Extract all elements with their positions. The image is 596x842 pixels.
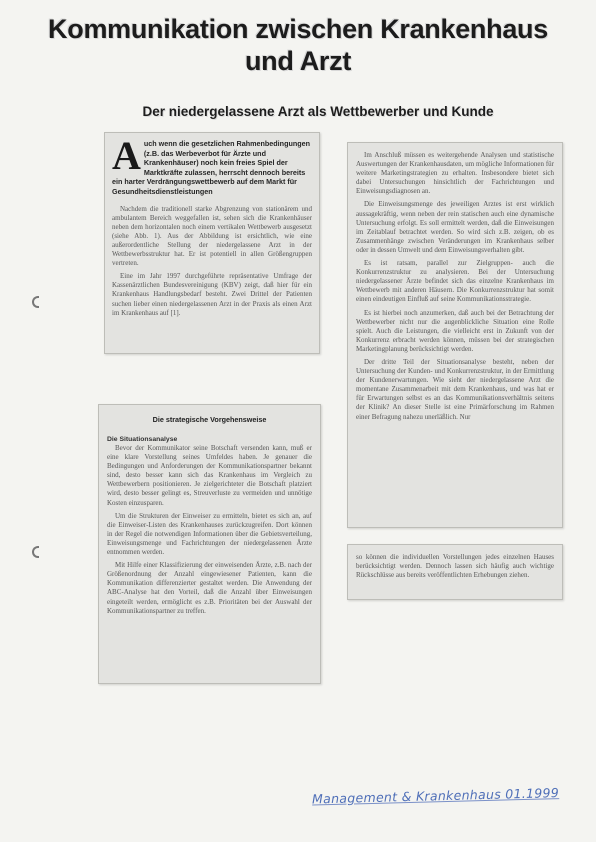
- strategy-paragraph: Mit Hilfe einer Klassifizierung der einweisenden Ärzte, z.B. nach der Größenordnung der Anzahl eingewiesener Patienten, kann die Kommunikation differenzierter gestaltet werden. Die Anwendung der ABC-Analyse hat den Vorteil, daß die Anzahl über Einweisungen eingeteilt werden, ermöglicht es z.B. Prioritäten bei der Auswahl der Kommunikationspartner zu treffen.: [107, 561, 312, 615]
- right-paragraph: Es ist hierbei noch anzumerken, daß auch bei der Betrachtung der Wettbewerber nicht nur die augenblickliche Situation eine Rolle spielt. Auch die Leistungen, die vielleicht erst in Zukunft von der Konkurrenz erbracht werden können, müssen bei der strategischen Marketingplanung berücksichtigt werden.: [356, 308, 554, 353]
- intro-paragraph: Nachdem die traditionell starke Abgrenzung von stationärem und ambulantem Bereich weggefallen ist, sehen sich die Krankenhäuser neben dem horizontalen noch einem vertikalen Wettbewerb ausgesetzt (siehe Abb. 1). Aus der Abbildung ist ersichtlich, wie eine außerordentliche Stellung der niedergelassene Arzt in der Wettbewerbsstruktur hat. Er ist potentiell in allen Größengruppen vertreten.: [112, 204, 312, 268]
- right-paragraph: Im Anschluß müssen es weitergehende Analysen und statistische Auswertungen der Krankenhausdaten, um mögliche Informationen für weitere Marketingstrategien zu erhalten. Insbesondere bietet sich dabei Untersuchungen hinsichtlich der Fachrichtungen und Einweisungsdiagnosen an.: [356, 151, 554, 196]
- right-paragraph: Es ist ratsam, parallel zur Zielgruppen- auch die Konkurrenzstruktur zu analysieren. Bei der Untersuchung niedergelassener Ärzte befindet sich das einzelne Krankenhaus im Wettbewerb mit anderen Häusern. Die Konkurrenzstruktur hat somit einen eindeutigen Einfluß auf seine Kommunikationsstrategie.: [356, 259, 554, 304]
- lead-text: uch wenn die gesetzlichen Rahmenbedingungen (z.B. das Werbeverbot für Ärzte und Krankenhäuser) noch kein freies Spiel der Marktkräfte zulassen, herrscht dennoch bereits ein harter Verdrängungswettbewerb auf dem Markt für Gesundheitsdienstleistungen: [112, 139, 311, 196]
- lead-paragraph: [112, 133, 312, 197]
- strategy-body: [107, 444, 312, 616]
- punch-hole-mark-bottom: [32, 546, 39, 558]
- strategy-paragraph: Um die Strukturen der Einweiser zu ermitteln, bietet es sich an, auf die Einweiser-Listen des Krankenhauses zurückzugreifen. Dort können in der Regel die notwendigen Informationen über die Gebietsverteilung, Einweisungsmenge und Fachrichtungen der niedergelassenen Ärzte entnommen werden.: [107, 511, 312, 557]
- continuation-clipping: [347, 544, 563, 600]
- article-title: [30, 14, 566, 78]
- section-heading: Die strategische Vorgehensweise: [152, 415, 267, 424]
- right-column-clipping: [347, 142, 563, 528]
- strategy-paragraph: Bevor der Kommunikator seine Botschaft versenden kann, muß er eine klare Vorstellung seines Umfeldes haben. Je genauer die Bedingungen und Anforderungen der Kommunikationspartner bekannt sind, desto besser kann sich das Krankenhaus im Vergleich zu Wettbewerbern positionieren. Je zielgerichteter die Botschaft platziert wird, desto besser gelingt es, Streuverluste zu vermeiden und unnötige Kosten einzusparen.: [107, 444, 312, 507]
- title-line-2: und Arzt: [244, 45, 352, 76]
- continuation-paragraph: so können die individuellen Vorstellungen jedes einzelnen Hauses berücksichtigt werden. Dennoch lassen sich häufig auch wichtige Rückschlüsse aus bereits veröffentlichten Erhebungen ziehen.: [356, 553, 554, 580]
- right-column-body: [356, 151, 554, 422]
- right-paragraph: Der dritte Teil der Situationsanalyse besteht, neben der Untersuchung der Kunden- und Konkurrenzstruktur, in der Ermittlung der Kundenerwartungen. Wie sieht der niedergelassene Arzt die momentane Zusammenarbeit mit dem Krankenhaus, und was hat er für Erwartungen selbst es an das Kommunikationsverhältnis seitens der Klinik? An dieser Stelle ist eine Primärforschung im Rahmen einer Befragung nahezu unerläßlich. Nur: [356, 357, 554, 421]
- handwritten-source-note: Management & Krankenhaus 01.1999: [311, 785, 560, 807]
- section-subheading: Die Situationsanalyse: [107, 436, 178, 443]
- intro-paragraph: Eine im Jahr 1997 durchgeführte repräsentative Umfrage der Kassenärztlichen Bundesvereinigung (KBV) zeigt, daß hier für ein Krankenhaus Handlungsbedarf besteht. Zwei Drittel der Patienten suchen lieber einen niedergelassenen Arzt in der Praxis als einen Arzt im Krankenhaus auf [1].: [112, 272, 312, 317]
- intro-body: [112, 205, 312, 318]
- drop-cap: A: [112, 133, 141, 178]
- article-subtitle: Der niedergelassene Arzt als Wettbewerber und Kunde: [142, 104, 494, 119]
- strategy-clipping: [98, 404, 321, 684]
- title-line-1: Kommunikation zwischen Krankenhaus: [48, 14, 548, 44]
- right-paragraph: Die Einweisungsmenge des jeweiligen Arztes ist erst wirklich aussagekräftig, wenn neben der rein statischen auch eine dynamische Untersuchung erfolgt. Es soll ermittelt werden, daß die Einweisungen im Zeitablauf betrachtet werden. So wird sich z.B. zeigen, ob es Zusammenhänge zwischen Veränderungen im Krankenhaus selber oder in dessen Umwelt und dem Einweisungsverhalten gibt.: [356, 200, 554, 254]
- intro-clipping: [104, 132, 320, 354]
- punch-hole-mark-top: [32, 296, 39, 308]
- continuation-body: [356, 553, 554, 580]
